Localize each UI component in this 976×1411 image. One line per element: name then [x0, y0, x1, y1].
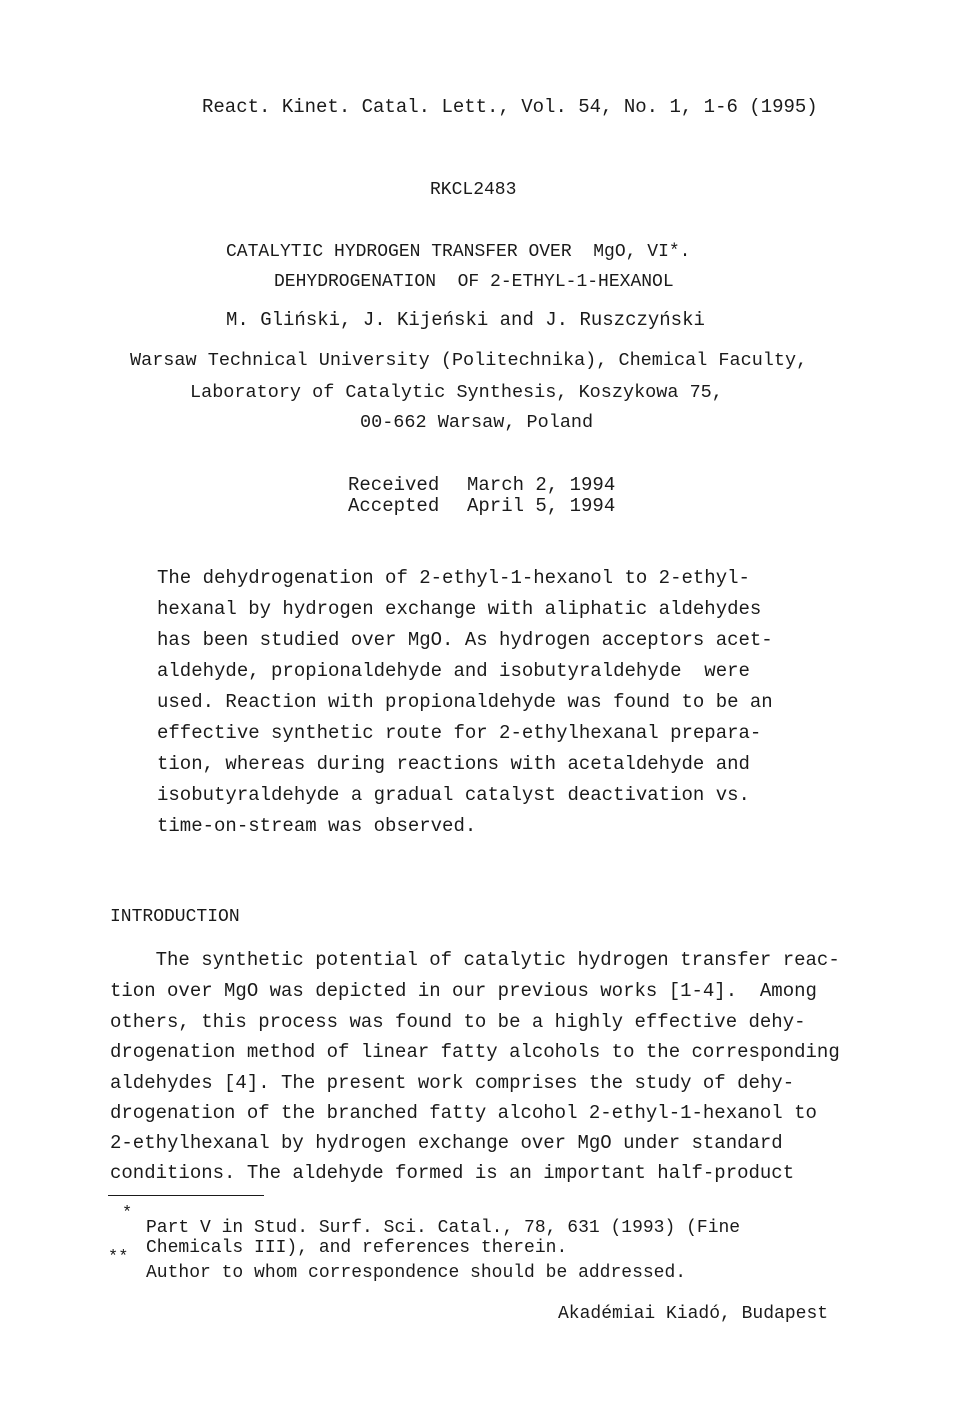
- body-line: The synthetic potential of catalytic hydrogen transfer reac-: [110, 949, 840, 971]
- footnote-1-line-2: Chemicals III), and references therein.: [146, 1238, 568, 1258]
- abstract-line: isobutyraldehyde a gradual catalyst deactivation vs.: [157, 784, 750, 806]
- authors: M. Gliński, J. Kijeński and J. Ruszczyński: [226, 309, 705, 331]
- accepted-label: Accepted: [348, 495, 440, 517]
- article-code: RKCL2483: [430, 180, 517, 200]
- body-line: drogenation of the branched fatty alcohol 2-ethyl-1-hexanol to: [110, 1102, 817, 1124]
- affiliation-line-1: Warsaw Technical University (Politechnika), Chemical Faculty,: [130, 350, 808, 371]
- affiliation-line-3: 00-662 Warsaw, Poland: [360, 412, 594, 433]
- title-line-2: DEHYDROGENATION OF 2-ETHYL-1-HEXANOL: [274, 272, 674, 292]
- abstract-line: effective synthetic route for 2-ethylhexanal prepara-: [157, 722, 762, 744]
- abstract-line: used. Reaction with propionaldehyde was found to be an: [157, 691, 773, 713]
- journal-citation: React. Kinet. Catal. Lett., Vol. 54, No. 1, 1-6 (1995): [202, 96, 818, 118]
- abstract-line: hexanal by hydrogen exchange with aliphatic aldehydes: [157, 598, 762, 620]
- abstract-line: has been studied over MgO. As hydrogen acceptors acet-: [157, 629, 773, 651]
- abstract-line: The dehydrogenation of 2-ethyl-1-hexanol to 2-ethyl-: [157, 567, 750, 589]
- footnote-mark-single: *: [122, 1204, 133, 1223]
- body-line: conditions. The aldehyde formed is an important half-product: [110, 1162, 795, 1184]
- body-line: drogenation method of linear fatty alcohols to the corresponding: [110, 1041, 840, 1063]
- body-line: 2-ethylhexanal by hydrogen exchange over MgO under standard: [110, 1132, 783, 1154]
- publisher-imprint: Akadémiai Kiadó, Budapest: [558, 1304, 829, 1324]
- body-line: aldehydes [4]. The present work comprises the study of dehy-: [110, 1072, 795, 1094]
- affiliation-line-2: Laboratory of Catalytic Synthesis, Koszykowa 75,: [190, 382, 723, 403]
- section-heading-introduction: INTRODUCTION: [110, 907, 240, 927]
- footnote-mark-double: **: [108, 1248, 129, 1267]
- footnote-divider: [108, 1195, 264, 1196]
- abstract-line: time-on-stream was observed.: [157, 815, 477, 837]
- accepted-date: April 5, 1994: [467, 495, 616, 517]
- body-line: tion over MgO was depicted in our previous works [1-4]. Among: [110, 980, 817, 1002]
- abstract-line: aldehyde, propionaldehyde and isobutyraldehyde were: [157, 660, 750, 682]
- received-date: March 2, 1994: [467, 474, 616, 496]
- footnote-2: Author to whom correspondence should be addressed.: [146, 1263, 687, 1283]
- received-label: Received: [348, 474, 440, 496]
- abstract-line: tion, whereas during reactions with acetaldehyde and: [157, 753, 750, 775]
- title-line-1: CATALYTIC HYDROGEN TRANSFER OVER MgO, VI*.: [226, 242, 691, 262]
- body-line: others, this process was found to be a highly effective dehy-: [110, 1011, 806, 1033]
- footnote-1-line-1: Part V in Stud. Surf. Sci. Catal., 78, 631 (1993) (Fine: [146, 1218, 741, 1238]
